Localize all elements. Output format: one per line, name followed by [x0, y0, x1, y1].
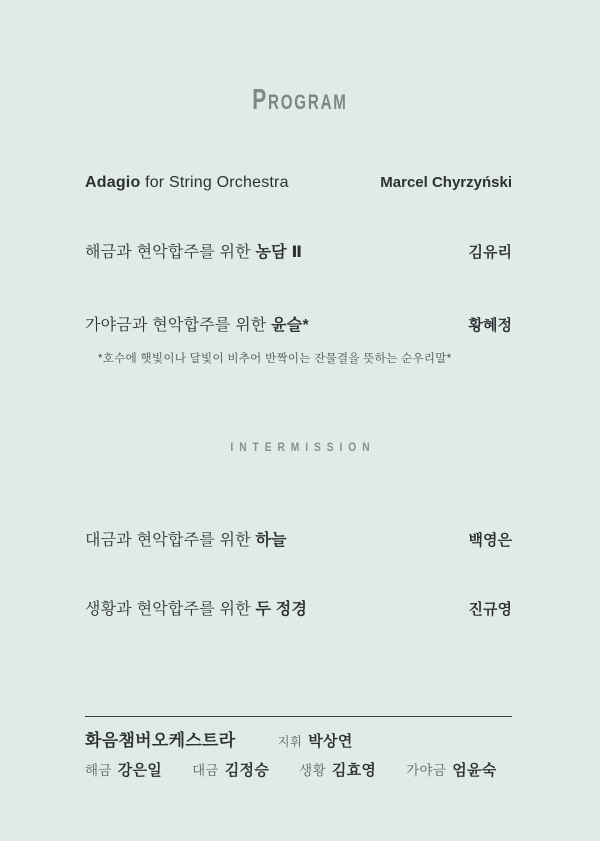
program-item-nongdam — [85, 241, 512, 264]
piece-title — [85, 315, 309, 337]
performer-name: 엄윤숙 — [452, 762, 497, 779]
footer-divider — [85, 716, 512, 717]
piece-title-lead: 해금과 현악합주를 위한 — [85, 244, 256, 261]
composer-name: 황혜정 — [468, 317, 512, 334]
performer-role-label: 생황 — [299, 763, 326, 778]
piece-title-emphasis: 농담 Ⅱ — [255, 244, 303, 261]
piece-title-emphasis: 하늘 — [255, 532, 287, 549]
piece-title-emphasis: 두 정경 — [255, 601, 308, 618]
page-title: PROGRAM — [252, 84, 348, 116]
performer-name: 김효영 — [331, 762, 377, 779]
conductor-group — [278, 730, 353, 751]
piece-title-lead: 생황과 현악합주를 위한 — [85, 601, 256, 618]
performer-haegeum — [85, 759, 162, 780]
program-item-yunseul — [85, 314, 512, 337]
piece-title-lead: 대금과 현악합주를 위한 — [85, 532, 256, 549]
performer-daegeum — [192, 759, 269, 780]
performer-role-label: 대금 — [192, 763, 219, 778]
intermission-heading: INTERMISSION — [230, 440, 376, 454]
composer-name: Marcel Chyrzyński — [380, 174, 512, 191]
conductor-name: 박상연 — [308, 733, 353, 750]
footnote: *호수에 햇빛이나 달빛이 비추어 반짝이는 잔물결을 뜻하는 순우리말* — [98, 353, 452, 365]
footer-orchestra-line — [85, 726, 512, 751]
piece-title-emphasis: 윤슬* — [271, 317, 309, 334]
composer-name: 김유리 — [468, 244, 512, 261]
performer-saenghwang — [299, 759, 376, 780]
orchestra-name: 화음챔버오케스트라 — [85, 731, 236, 750]
composer-name: 백영은 — [468, 532, 512, 549]
performer-name: 김정승 — [224, 762, 270, 779]
conductor-role-label: 지휘 — [277, 735, 303, 749]
piece-title-rest: for String Orchestra — [140, 174, 289, 191]
piece-title — [85, 172, 289, 194]
piece-title — [85, 242, 302, 264]
performer-role-label: 가야금 — [406, 763, 447, 778]
footer-performers-line — [85, 759, 545, 780]
composer-name: 진규영 — [468, 601, 512, 618]
performer-gayageum — [406, 759, 496, 780]
performer-name: 강은일 — [117, 762, 163, 779]
piece-title-emphasis: Adagio — [85, 174, 141, 191]
program-item-haneul — [85, 529, 512, 552]
piece-title — [85, 530, 287, 552]
performer-role-label: 해금 — [85, 763, 112, 778]
piece-title-lead: 가야금과 현악합주를 위한 — [85, 317, 272, 334]
piece-title — [85, 599, 307, 621]
program-item-adagio — [85, 172, 512, 194]
program-item-two-scenes — [85, 598, 512, 621]
